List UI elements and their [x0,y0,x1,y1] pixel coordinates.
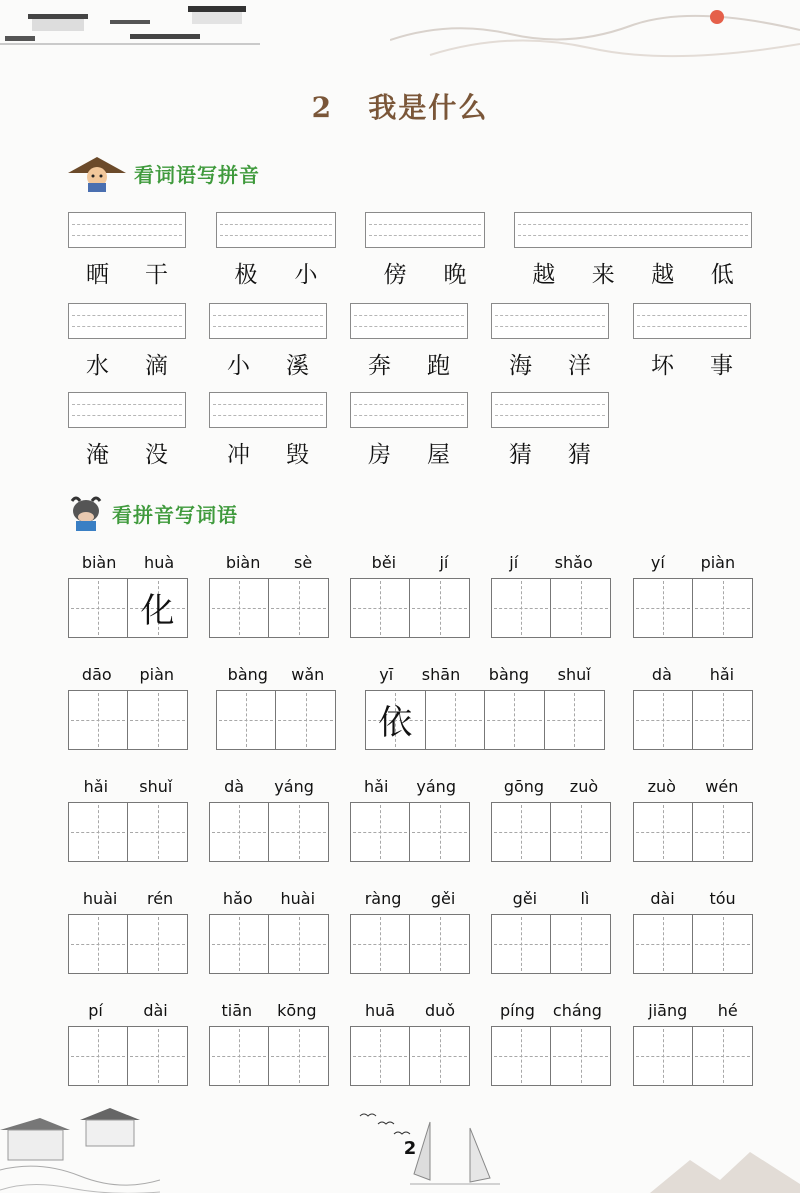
pinyin-syllable: lì [580,889,590,908]
pinyin-answer-item [209,303,327,379]
hanzi-answer-item [491,889,611,975]
tianzi-cell[interactable] [128,579,187,637]
word-characters [491,347,609,380]
pinyin-row [633,553,753,575]
word-character: 事 [710,353,733,379]
pinyin-syllable: gěi [430,889,456,908]
pinyin-syllable: shuǐ [557,665,591,684]
hanzi-answer-item [491,1001,611,1087]
tianzi-grid [365,690,605,750]
tianzi-cell[interactable] [269,579,328,637]
pinyin-syllable: sè [293,553,313,572]
hanzi-answer-item [209,889,329,975]
tianzi-cell[interactable] [693,1027,752,1085]
word-character: 坏 [651,353,674,379]
hanzi-answer-item [350,889,470,975]
pinyin-syllable: yí [650,553,665,572]
pinyin-row [491,889,611,911]
hanzi-answer-item [68,777,188,863]
word-character: 冲 [227,442,250,468]
pinyin-syllable: ràng [364,889,402,908]
word-characters [68,347,186,380]
word-characters [209,436,327,469]
word-character: 干 [145,262,168,288]
hanzi-answer-item [68,1001,188,1087]
pinyin-row [209,777,329,799]
pinyin-row [68,665,188,687]
pinyin-syllable: hǎi [83,777,109,796]
word-characters [365,256,485,289]
word-character: 低 [710,262,734,288]
tianzi-grid [633,1026,753,1086]
hanzi-answer-item [491,553,611,639]
hanzi-answer-item [209,1001,329,1087]
word-characters [514,256,752,289]
pinyin-write-box[interactable] [514,212,752,248]
tianzi-grid [68,1026,188,1086]
tianzi-cell[interactable] [693,579,752,637]
pinyin-syllable: pí [88,1001,103,1020]
hanzi-answer-item [633,777,753,863]
tianzi-cell[interactable] [69,691,128,749]
pinyin-write-box[interactable] [68,212,186,248]
pinyin-answer-item [216,212,336,288]
pinyin-row [491,553,611,575]
birds-icon [358,1110,418,1140]
pinyin-syllable: gěi [512,889,538,908]
pinyin-answer-item [350,303,468,379]
tianzi-cell[interactable] [693,915,752,973]
tianzi-grid [216,690,336,750]
tianzi-grid [633,578,753,638]
word-character: 没 [145,442,168,468]
hanzi-answer-item [350,1001,470,1087]
pinyin-syllable: huài [82,889,118,908]
hanzi-answer-item [209,777,329,863]
pinyin-row [68,889,188,911]
tianzi-cell[interactable] [210,803,269,861]
word-character: 越 [532,262,556,288]
section-pinyin-header [66,153,366,193]
word-character: 房 [368,442,391,468]
tianzi-cell[interactable] [551,1027,610,1085]
pinyin-syllable: yáng [416,777,456,796]
pinyin-row [350,889,470,911]
pinyin-row [491,1001,611,1023]
hanzi-answer-item [633,889,753,975]
rooftops-decoration-icon [0,0,260,50]
word-character: 极 [234,262,258,288]
pinyin-write-box[interactable] [216,212,336,248]
pinyin-syllable: hé [717,1001,738,1020]
pinyin-syllable: shǎo [554,553,593,572]
tianzi-cell[interactable] [492,579,551,637]
tianzi-cell[interactable] [410,1027,469,1085]
pinyin-syllable: biàn [225,553,261,572]
tianzi-grid [209,578,329,638]
given-character: 依 [378,703,413,743]
word-characters [491,436,609,469]
tianzi-cell[interactable] [69,915,128,973]
word-character: 溪 [286,353,309,379]
hanzi-answer-item [365,665,605,751]
pinyin-answer-item [514,212,752,288]
pinyin-syllable: jí [509,553,519,572]
pinyin-syllable: dāo [81,665,112,684]
hanzi-answer-item [633,553,753,639]
hanzi-answer-item [350,553,470,639]
tianzi-cell[interactable] [217,691,276,749]
word-character: 猜 [568,442,591,468]
pinyin-syllable: zuò [569,777,599,796]
ox-mascot-icon [66,493,106,533]
tianzi-cell[interactable] [69,803,128,861]
pinyin-syllable: bàng [488,665,530,684]
tianzi-cell[interactable] [492,1027,551,1085]
hanzi-answer-item [491,777,611,863]
tianzi-cell[interactable] [128,915,187,973]
pinyin-write-box[interactable] [68,392,186,428]
word-character: 猜 [509,442,532,468]
tianzi-cell[interactable] [366,691,426,749]
word-character: 越 [651,262,675,288]
tianzi-grid [209,914,329,974]
village-decoration-icon [0,1090,160,1193]
pinyin-syllable: yáng [274,777,314,796]
tianzi-cell[interactable] [634,915,693,973]
pinyin-write-box[interactable] [350,392,468,428]
pinyin-answer-item [491,392,609,468]
pinyin-syllable: běi [371,553,397,572]
pinyin-answer-item [209,392,327,468]
tianzi-cell[interactable] [351,579,410,637]
pinyin-syllable: dà [224,777,245,796]
pinyin-syllable: biàn [81,553,117,572]
word-character: 水 [86,353,109,379]
hanzi-answer-item [68,665,188,751]
pinyin-syllable: shān [421,665,461,684]
tianzi-cell[interactable] [410,579,469,637]
tianzi-cell[interactable] [269,915,328,973]
tianzi-cell[interactable] [69,579,128,637]
word-characters [209,347,327,380]
pinyin-write-box[interactable] [491,303,609,339]
tianzi-grid [350,578,470,638]
pinyin-syllable: jí [439,553,449,572]
pinyin-syllable: piàn [700,553,736,572]
pinyin-row [633,665,753,687]
lesson-title [0,86,800,126]
tianzi-cell[interactable] [410,803,469,861]
tianzi-grid [350,914,470,974]
tianzi-grid [68,914,188,974]
pinyin-row [209,1001,329,1023]
tianzi-cell[interactable] [634,691,693,749]
tianzi-cell[interactable] [128,1027,187,1085]
word-character: 海 [509,353,532,379]
tianzi-cell[interactable] [551,579,610,637]
pinyin-row [633,889,753,911]
hanzi-answer-item [633,1001,753,1087]
tianzi-grid [633,914,753,974]
tianzi-grid [491,1026,611,1086]
page-number: 2 [403,1138,417,1159]
tianzi-cell[interactable] [351,1027,410,1085]
word-character: 来 [591,262,615,288]
pinyin-answer-item [68,212,186,288]
tianzi-grid [68,802,188,862]
pinyin-syllable: wǎn [291,665,325,684]
tianzi-cell[interactable] [210,915,269,973]
pinyin-syllable: huā [364,1001,396,1020]
tianzi-cell[interactable] [410,915,469,973]
pinyin-syllable: hǎo [222,889,253,908]
tianzi-cell[interactable] [276,691,335,749]
pinyin-write-box[interactable] [491,392,609,428]
pinyin-syllable: hǎi [364,777,389,796]
pinyin-write-box[interactable] [365,212,485,248]
pinyin-row [68,1001,188,1023]
pinyin-syllable: píng [500,1001,535,1020]
tianzi-cell[interactable] [693,803,752,861]
tianzi-cell[interactable] [69,1027,128,1085]
word-character: 小 [294,262,318,288]
pinyin-answer-item [68,303,186,379]
word-character: 奔 [368,353,391,379]
word-characters [350,347,468,380]
hanzi-answer-item [633,665,753,751]
word-character: 晒 [86,262,109,288]
hanzi-answer-item [216,665,336,751]
tianzi-cell[interactable] [551,803,610,861]
pinyin-syllable: dài [650,889,675,908]
tianzi-cell[interactable] [634,803,693,861]
tianzi-grid [491,578,611,638]
tianzi-grid [491,914,611,974]
tianzi-cell[interactable] [128,803,187,861]
word-characters [350,436,468,469]
pinyin-syllable: duǒ [424,1001,456,1020]
mountains-bottom-icon [650,1140,800,1193]
pinyin-row [350,777,470,799]
word-character: 跑 [427,353,450,379]
pinyin-syllable: yī [379,665,394,684]
tianzi-cell[interactable] [210,1027,269,1085]
pinyin-row [209,889,329,911]
tianzi-grid [350,802,470,862]
pinyin-answer-item [491,303,609,379]
pinyin-syllable: shuǐ [139,777,173,796]
word-characters [68,256,186,289]
tianzi-grid [68,690,188,750]
word-character: 小 [227,353,250,379]
tianzi-grid [209,802,329,862]
pinyin-answer-item [68,392,186,468]
pinyin-write-box[interactable] [68,303,186,339]
pinyin-syllable: tóu [709,889,736,908]
tianzi-grid [633,802,753,862]
pinyin-syllable: piàn [139,665,175,684]
tianzi-cell[interactable] [545,691,605,749]
tianzi-cell[interactable] [634,579,693,637]
tianzi-grid [633,690,753,750]
word-characters [216,256,336,289]
word-character: 洋 [568,353,591,379]
tianzi-cell[interactable] [693,691,752,749]
pinyin-row [216,665,336,687]
tianzi-grid [209,1026,329,1086]
pinyin-syllable: kōng [277,1001,317,1020]
boy-mascot-icon [66,153,128,193]
pinyin-syllable: hǎi [709,665,735,684]
tianzi-grid [350,1026,470,1086]
word-character: 晚 [443,262,467,288]
word-character: 淹 [86,442,109,468]
word-character: 毁 [286,442,309,468]
word-characters [633,347,751,380]
pinyin-row [350,553,470,575]
tianzi-cell[interactable] [351,915,410,973]
tianzi-cell[interactable] [269,1027,328,1085]
lesson-name: 我是什么 [368,91,489,124]
tianzi-cell[interactable] [551,915,610,973]
word-character: 屋 [427,442,450,468]
pinyin-syllable: gōng [503,777,545,796]
pinyin-write-box[interactable] [633,303,751,339]
tianzi-cell[interactable] [634,1027,693,1085]
pinyin-syllable: zuò [647,777,676,796]
sun-icon [710,10,724,24]
mountains-decoration-icon [390,0,800,70]
pinyin-syllable: cháng [552,1001,602,1020]
pinyin-syllable: huài [280,889,316,908]
tianzi-cell[interactable] [269,803,328,861]
hanzi-answer-item [350,777,470,863]
pinyin-row [633,1001,753,1023]
pinyin-syllable: huà [144,553,175,572]
pinyin-row [68,553,188,575]
pinyin-row [209,553,329,575]
pinyin-syllable: wén [705,777,739,796]
pinyin-write-box[interactable] [209,392,327,428]
hanzi-answer-item [209,553,329,639]
pinyin-answer-item [350,392,468,468]
tianzi-cell[interactable] [485,691,545,749]
word-character: 滴 [145,353,168,379]
tianzi-grid [491,802,611,862]
tianzi-cell[interactable] [426,691,486,749]
word-characters [68,436,186,469]
pinyin-syllable: dài [143,1001,168,1020]
pinyin-syllable: jiāng [648,1001,688,1020]
pinyin-row [350,1001,470,1023]
word-character: 傍 [383,262,407,288]
pinyin-row [491,777,611,799]
pinyin-write-box[interactable] [209,303,327,339]
pinyin-answer-item [365,212,485,288]
pinyin-answer-item [633,303,751,379]
pinyin-syllable: dà [651,665,672,684]
pinyin-syllable: bàng [227,665,268,684]
tianzi-cell[interactable] [210,579,269,637]
given-character: 化 [140,591,175,631]
tianzi-grid [68,578,188,638]
tianzi-cell[interactable] [492,803,551,861]
section-words-label: 看拼音写词语 [112,503,238,527]
pinyin-syllable: tiān [221,1001,253,1020]
pinyin-write-box[interactable] [350,303,468,339]
pinyin-row [68,777,188,799]
pinyin-row [365,665,605,687]
hanzi-answer-item [68,553,188,639]
pinyin-syllable: rén [146,889,174,908]
lesson-number: 2 [311,91,334,124]
tianzi-cell[interactable] [128,691,187,749]
section-pinyin-label: 看词语写拼音 [134,163,260,187]
tianzi-cell[interactable] [351,803,410,861]
tianzi-cell[interactable] [492,915,551,973]
pinyin-row [633,777,753,799]
hanzi-answer-item [68,889,188,975]
section-words-header [66,493,366,533]
